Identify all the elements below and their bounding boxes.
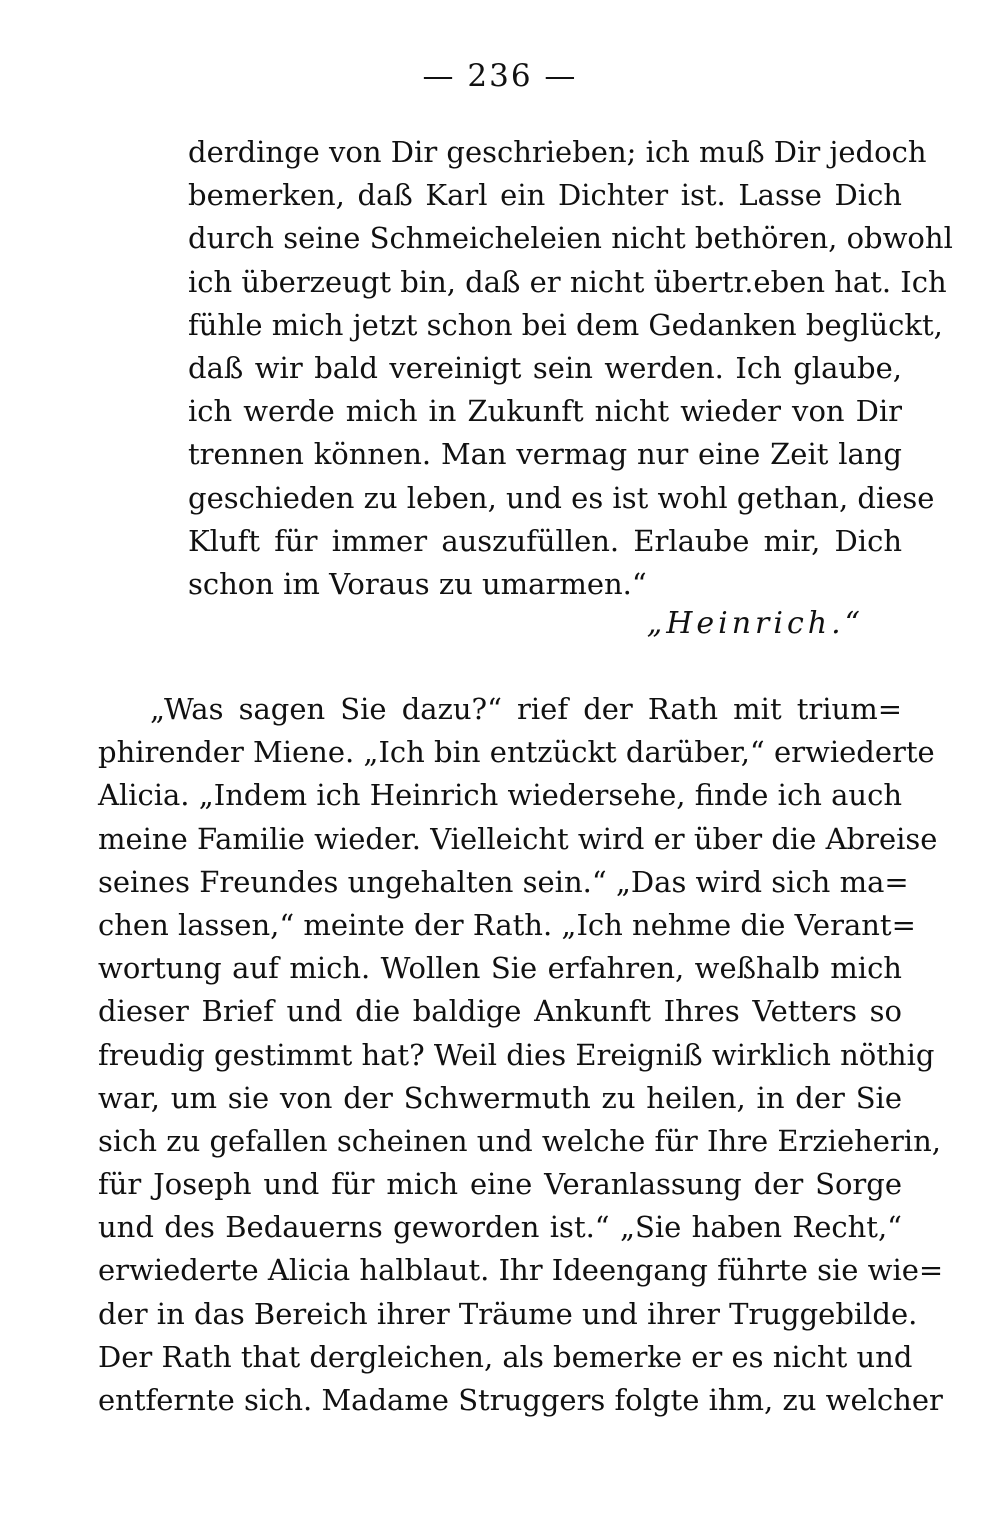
text-line: phirender Miene. „Ich bin entzückt darüber,“ erwiederte xyxy=(98,735,935,770)
letter-signature: „Heinrich.“ xyxy=(646,606,864,641)
text-line: erwiederte Alicia halblaut. Ihr Ideengang führte sie wie= xyxy=(98,1253,944,1288)
text-line: meine Familie wieder. Vielleicht wird er über die Abreise xyxy=(98,821,938,856)
text-line: „Was sagen Sie dazu?“ rief der Rath mit trium= xyxy=(150,692,902,726)
page-number: — 236 — xyxy=(422,58,578,94)
text-line: fühle mich jetzt schon bei dem Gedanken beglückt, xyxy=(188,307,943,342)
text-line: derdinge von Dir geschrieben; ich muß Dir jedoch xyxy=(188,135,927,169)
text-line: trennen können. Man vermag nur eine Zeit lang xyxy=(188,437,902,472)
letter-text xyxy=(188,131,953,606)
text-line: für Joseph und für mich eine Veranlassung der Sorge xyxy=(98,1167,902,1202)
text-line: seines Freundes ungehalten sein.“ „Das wird sich ma= xyxy=(98,864,909,899)
text-line: der in das Bereich ihrer Träume und ihrer Truggebilde. xyxy=(98,1296,918,1331)
text-line: sich zu gefallen scheinen und welche für Ihre Erzieherin, xyxy=(98,1123,941,1158)
text-line: durch seine Schmeicheleien nicht bethören, obwohl xyxy=(188,221,953,256)
text-line: schon im Voraus zu umarmen.“ xyxy=(188,566,647,601)
text-line: entfernte sich. Madame Struggers folgte ihm, zu welcher xyxy=(98,1383,943,1417)
text-line: Kluft für immer auszufüllen. Erlaube mir, Dich xyxy=(188,523,902,558)
text-line: und des Bedauerns geworden ist.“ „Sie haben Recht,“ xyxy=(98,1210,902,1245)
text-line: Alicia. „Indem ich Heinrich wiedersehe, finde ich auch xyxy=(98,778,902,813)
text-line: daß wir bald vereinigt sein werden. Ich glaube, xyxy=(188,350,902,385)
body-paragraph xyxy=(98,688,944,1422)
text-line: geschieden zu leben, und es ist wohl gethan, diese xyxy=(188,480,935,515)
text-line: freudig gestimmt hat? Weil dies Ereigniß wirklich nöthig xyxy=(98,1037,935,1072)
text-line: bemerken, daß Karl ein Dichter ist. Lasse Dich xyxy=(188,178,902,213)
text-line: ich werde mich in Zukunft nicht wieder von Dir xyxy=(188,394,902,429)
text-line: ich überzeugt bin, daß er nicht übertr.eben hat. Ich xyxy=(188,264,947,299)
text-line: wortung auf mich. Wollen Sie erfahren, weßhalb mich xyxy=(98,951,902,986)
text-line: war, um sie von der Schwermuth zu heilen, in der Sie xyxy=(98,1080,902,1115)
text-line: chen lassen,“ meinte der Rath. „Ich nehme die Verant= xyxy=(98,907,916,942)
text-line: dieser Brief und die baldige Ankunft Ihres Vetters so xyxy=(98,994,902,1029)
text-line: Der Rath that dergleichen, als bemerke er es nicht und xyxy=(98,1339,913,1374)
